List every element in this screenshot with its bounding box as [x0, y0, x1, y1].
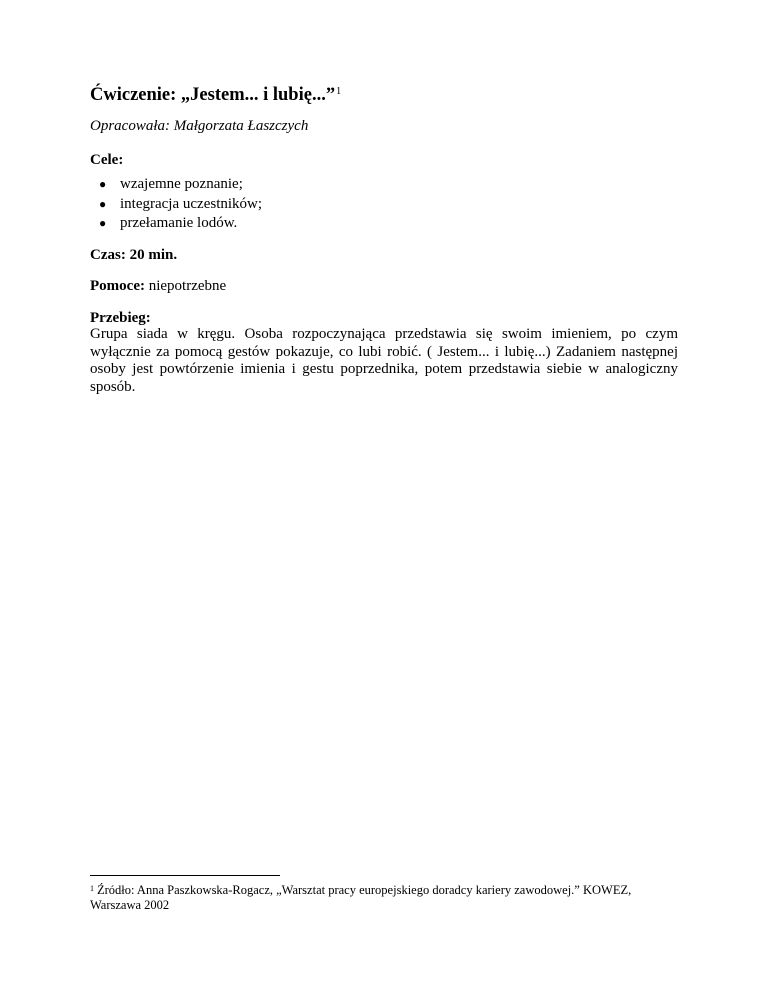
document-page	[90, 0, 680, 994]
course-heading: Przebieg:	[90, 310, 151, 326]
goal-text: przełamanie lodów.	[120, 215, 238, 231]
title-footnote-ref: 1	[336, 86, 342, 97]
aids-line	[90, 277, 226, 295]
footnote-line-1: Źródło: Anna Paszkowska-Rogacz, „Warsztat pracy europejskiego doradcy kariery zawodowej.” KOWEZ,	[97, 883, 632, 897]
title-text: Ćwiczenie: „Jestem... i lubię...”	[90, 85, 336, 105]
aids-label: Pomoce:	[90, 278, 145, 294]
author-line: Opracowała: Małgorzata Łaszczych	[90, 118, 309, 134]
time-line: Czas: 20 min.	[90, 247, 178, 263]
footnote-divider	[90, 875, 280, 876]
footnote-line-2: Warszawa 2002	[90, 898, 170, 912]
footnote	[90, 883, 680, 913]
course-paragraph: Grupa siada w kręgu. Osoba rozpoczynająca przedstawia się swoim imieniem, po czym wyłącznie za pomocą gestów pokazuje, co lubi robić. ( Jestem... i lubię...) Zadaniem następnej osoby jest powtórzenie imienia i gestu poprzednika, potem przedstawia siebie w analogiczny sposób.	[90, 326, 678, 395]
goal-text: wzajemne poznanie;	[120, 176, 243, 192]
bullet-icon: ●	[99, 196, 107, 211]
bullet-icon: ●	[99, 177, 107, 191]
document-title	[90, 84, 341, 106]
footnote-number: 1	[90, 884, 94, 893]
aids-value: niepotrzebne	[144, 278, 227, 294]
goals-heading: Cele:	[90, 152, 124, 168]
bullet-icon: ●	[99, 216, 107, 230]
goal-text: integracja uczestników;	[120, 195, 263, 212]
